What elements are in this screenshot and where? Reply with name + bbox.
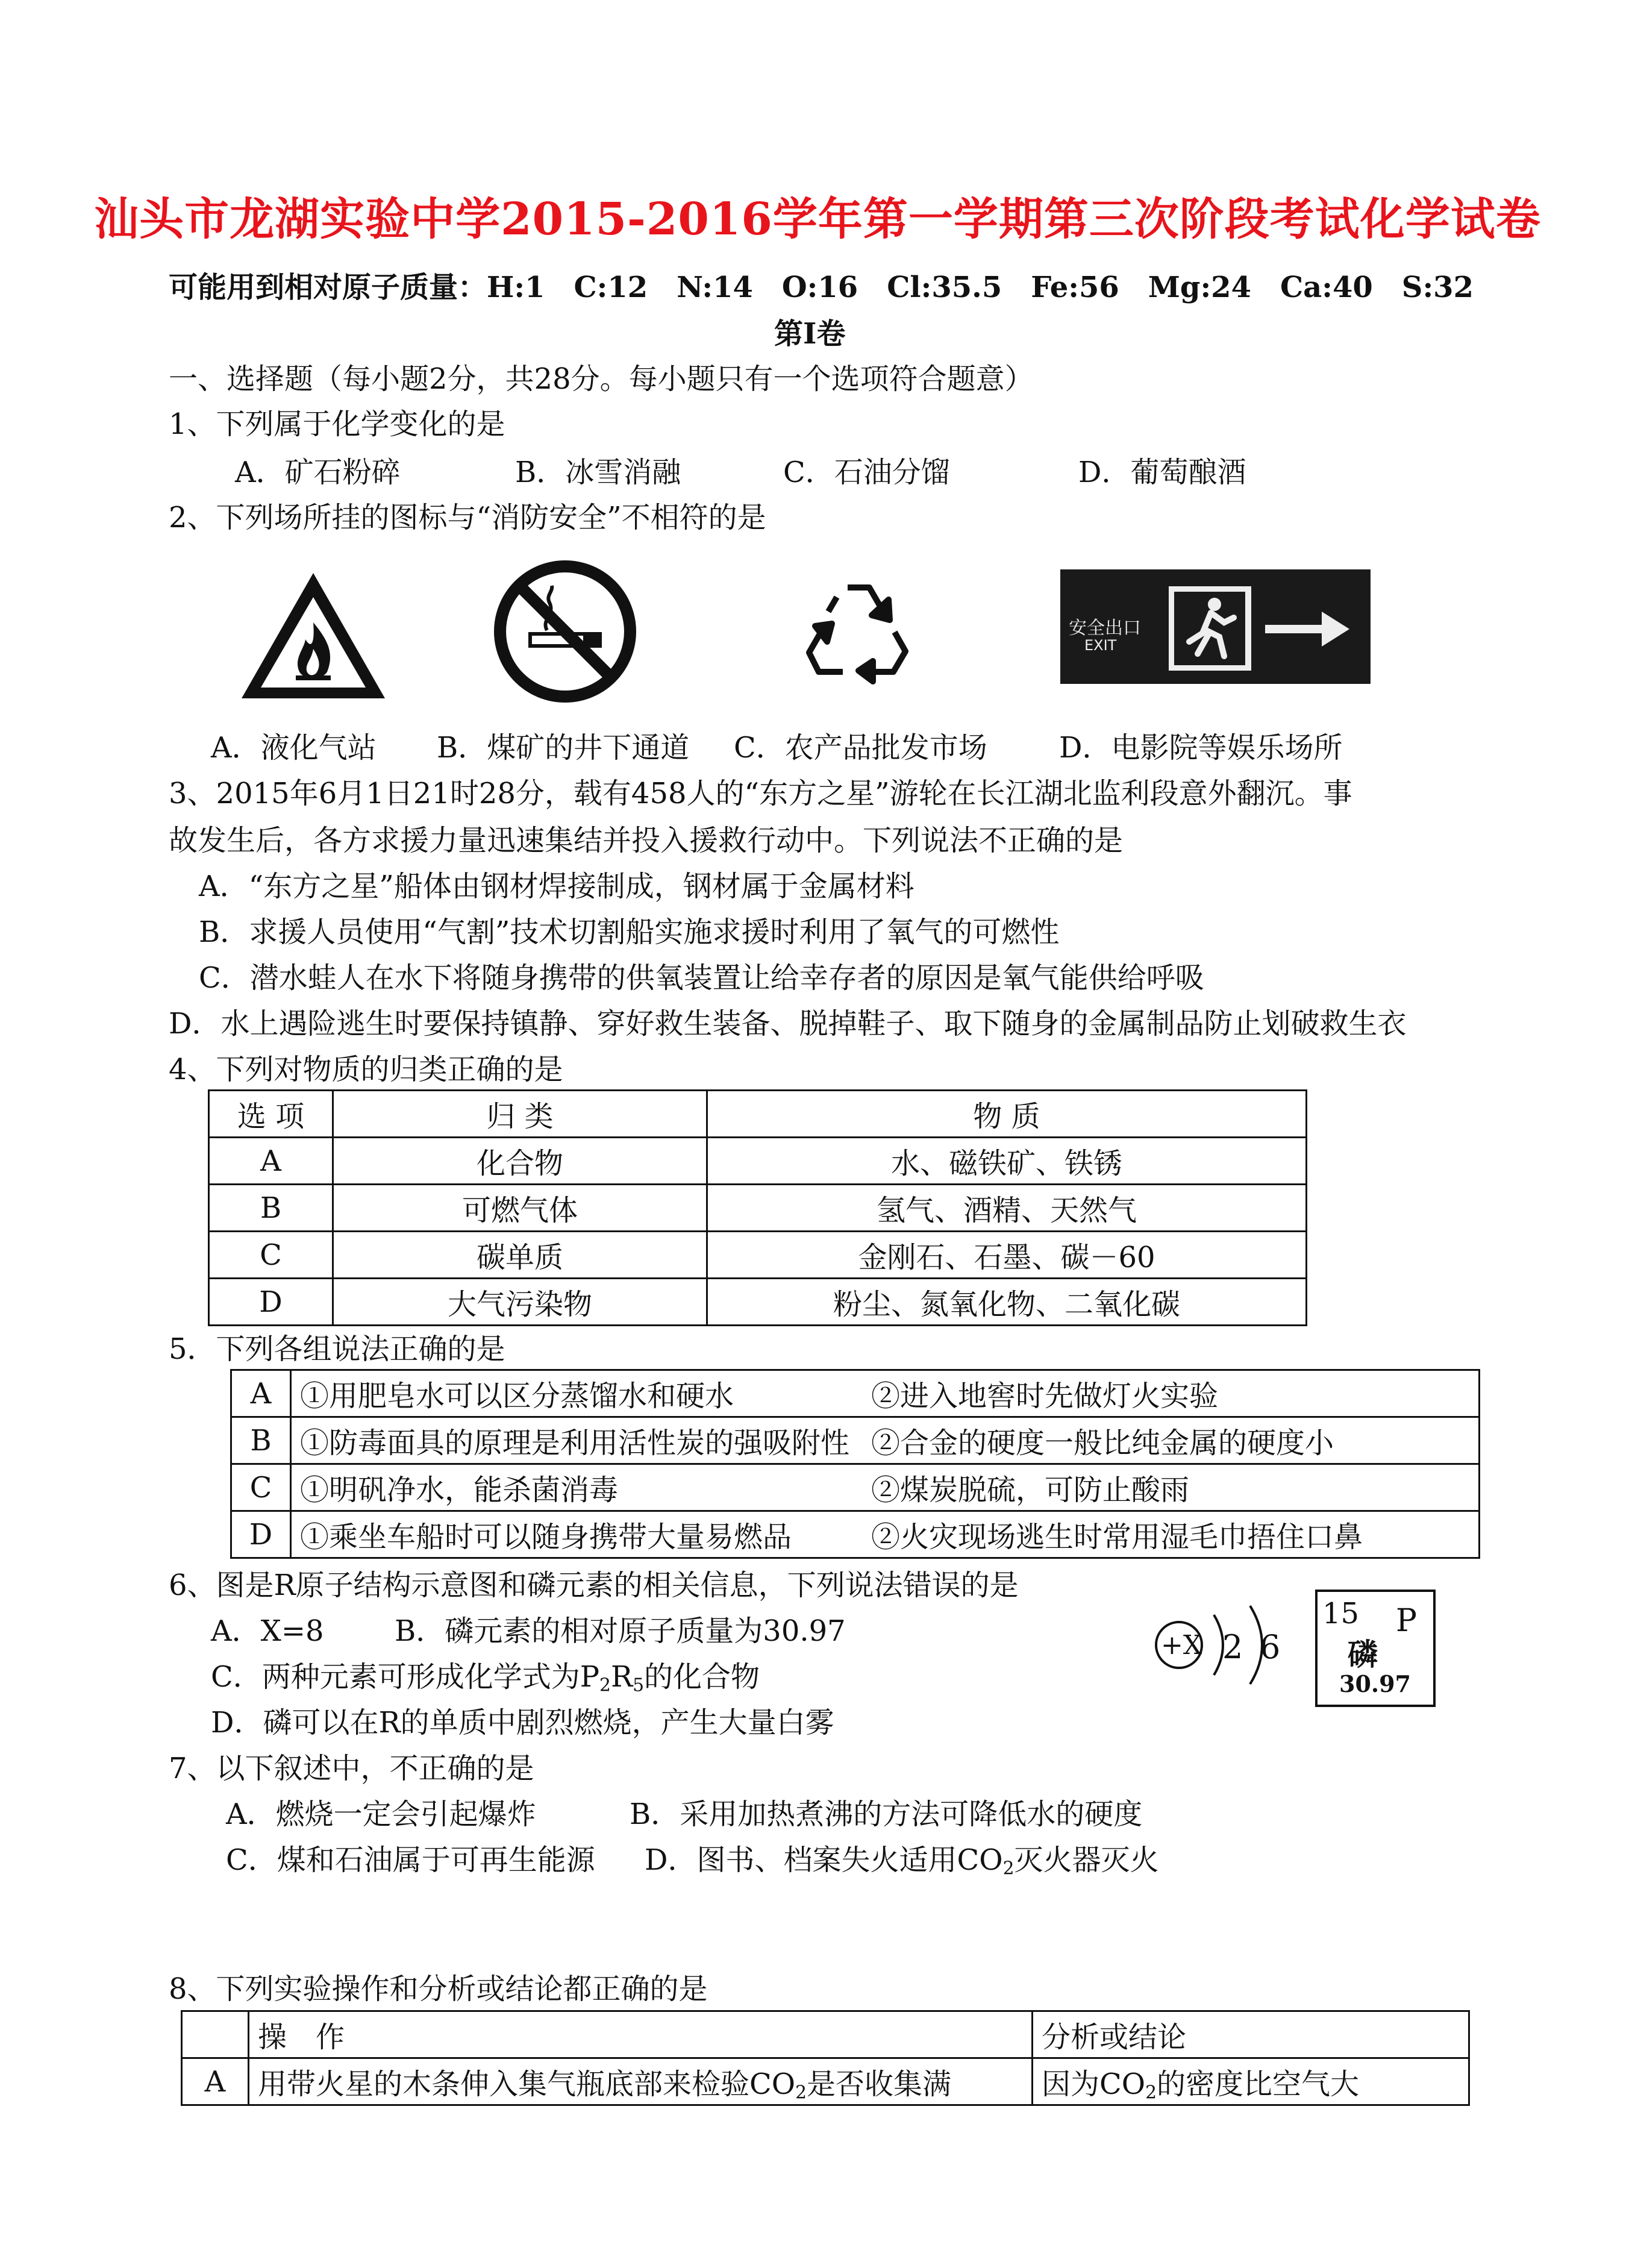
q8-op-sub: 2 [795, 2082, 807, 2104]
question-5-stem: 5．下列各组说法正确的是 [169, 1332, 505, 1366]
table-cell: A [231, 1370, 291, 1417]
q6-option-b: B．磷元素的相对原子质量为30.97 [395, 1614, 846, 1648]
q6-c-sub: 5 [633, 1674, 645, 1696]
q2-option-b: B．煤矿的井下通道 [437, 731, 690, 765]
table-header-row [182, 2011, 1469, 2058]
table-cell: ①乘坐车船时可以随身携带大量易燃品 [291, 1511, 863, 1558]
atom-nucleus: +X [1161, 1630, 1202, 1661]
table-header-cell: 分析或结论 [1033, 2011, 1469, 2058]
q7-option-a: A．燃烧一定会引起爆炸 [226, 1797, 536, 1831]
table-row [209, 1232, 1307, 1279]
recycle-icon [798, 569, 919, 690]
table-cell: A [182, 2058, 249, 2105]
q2-option-d: D．电影院等娱乐场所 [1059, 731, 1343, 765]
no-smoking-icon [493, 559, 637, 704]
q1-option-d: D．葡萄酿酒 [1078, 456, 1246, 489]
q2-option-a: A．液化气站 [211, 731, 377, 765]
phosphorus-element-box [1315, 1590, 1436, 1707]
table-cell: ①明矾净水，能杀菌消毒 [291, 1464, 863, 1511]
q2-option-c: C．农产品批发市场 [734, 731, 987, 765]
question-3-stem-line1: 3、2015年6月1日21时28分，载有458人的“东方之星”游轮在长江湖北监利段意外翻沉。事 [169, 777, 1352, 810]
table-row [209, 1279, 1307, 1326]
q8-op-text: 是否收集满 [807, 2067, 952, 2101]
flammable-warning-icon [238, 569, 389, 702]
table-cell: 水、磁铁矿、铁锈 [707, 1138, 1307, 1185]
question-8-stem: 8、下列实验操作和分析或结论都正确的是 [169, 1972, 708, 2006]
q6-option-d: D．磷可以在R的单质中剧烈燃烧，产生大量白雾 [211, 1706, 834, 1740]
q7-option-b: B．采用加热煮沸的方法可降低水的硬度 [630, 1797, 1143, 1831]
table-cell: D [231, 1511, 291, 1558]
element-number: 15 [1322, 1597, 1360, 1631]
q7-option-d [645, 1837, 1159, 1878]
table-header-cell: 物 质 [707, 1091, 1307, 1138]
table-cell: ②煤炭脱硫，可防止酸雨 [863, 1464, 1480, 1511]
table-cell [249, 2058, 1033, 2105]
table-cell: ②合金的硬度一般比纯金属的硬度小 [863, 1417, 1480, 1464]
table-header-cell: 选 项 [209, 1091, 333, 1138]
table-cell: 氢气、酒精、天然气 [707, 1185, 1307, 1232]
table-cell: 化合物 [333, 1138, 707, 1185]
exit-sign-cn: 安全出口 [1069, 618, 1141, 639]
table-cell: C [209, 1232, 333, 1279]
element-symbol: P [1396, 1603, 1417, 1639]
table-cell: 碳单质 [333, 1232, 707, 1279]
q6-option-c [211, 1653, 760, 1695]
q7-option-c: C．煤和石油属于可再生能源 [226, 1843, 595, 1877]
table-cell: 粉尘、氮氧化物、二氧化碳 [707, 1279, 1307, 1326]
q6-c-text: 的化合物 [644, 1660, 760, 1694]
table-row [231, 1370, 1480, 1417]
q1-option-c: C．石油分馏 [783, 456, 950, 489]
table-row [209, 1138, 1307, 1185]
q6-option-a: A．X=8 [211, 1614, 324, 1648]
element-name: 磷 [1348, 1637, 1378, 1672]
atom-structure-diagram [1148, 1597, 1298, 1693]
volume-heading: 第Ⅰ卷 [774, 317, 846, 351]
q6-c-text: C．两种元素可形成化学式为P [211, 1660, 600, 1694]
table-row [231, 1464, 1480, 1511]
table-cell: ②火灾现场逃生时常用湿毛巾捂住口鼻 [863, 1511, 1480, 1558]
table-cell: ①用肥皂水可以区分蒸馏水和硬水 [291, 1370, 863, 1417]
atom-shell-2: 6 [1260, 1628, 1281, 1666]
question-3-stem-line2: 故发生后，各方求援力量迅速集结并投入援救行动中。下列说法不正确的是 [169, 824, 1124, 857]
q8-res-text: 的密度比空气大 [1157, 2067, 1360, 2101]
atomic-masses: 可能用到相对原子质量：H:1 C:12 N:14 O:16 Cl:35.5 Fe:56 Mg:24 Ca:40 S:32 [169, 271, 1474, 304]
q3-option-d: D．水上遇险逃生时要保持镇静、穿好救生装备、脱掉鞋子、取下随身的金属制品防止划破救生衣 [169, 1007, 1407, 1041]
page-title: 汕头市龙湖实验中学2015-2016学年第一学期第三次阶段考试化学试卷 [94, 193, 1541, 245]
q6-c-sub: 2 [599, 1674, 611, 1696]
table-header-row [209, 1091, 1307, 1138]
table-row [231, 1417, 1480, 1464]
table-cell: ①防毒面具的原理是利用活性炭的强吸附性 [291, 1417, 863, 1464]
table-header-cell: 归 类 [333, 1091, 707, 1138]
table-header-cell [182, 2011, 249, 2058]
q8-res-text: 因为CO [1042, 2067, 1146, 2101]
q7-d-sub: 2 [1002, 1858, 1014, 1879]
table-cell: B [209, 1185, 333, 1232]
q1-option-a: A．矿石粉碎 [235, 456, 401, 489]
q4-table [208, 1089, 1307, 1326]
q1-option-b: B．冰雪消融 [515, 456, 681, 489]
q8-op-text: 用带火星的木条伸入集气瓶底部来检验CO [258, 2067, 796, 2101]
question-4-stem: 4、下列对物质的归类正确的是 [169, 1053, 563, 1086]
q3-option-b: B．求援人员使用“气割”技术切割船实施求援时利用了氧气的可燃性 [199, 915, 1060, 949]
exit-sign-icon [1060, 569, 1371, 684]
exit-sign-en: EXIT [1084, 637, 1117, 654]
q7-d-text: D．图书、档案失火适用CO [645, 1843, 1003, 1877]
element-mass: 30.97 [1339, 1670, 1411, 1697]
atom-shell-1: 2 [1222, 1628, 1243, 1666]
q6-c-text: R [610, 1660, 633, 1694]
table-cell: D [209, 1279, 333, 1326]
table-cell: ②进入地窖时先做灯火实验 [863, 1370, 1480, 1417]
table-cell: 大气污染物 [333, 1279, 707, 1326]
table-row [231, 1511, 1480, 1558]
section-heading: 一、选择题（每小题2分，共28分。每小题只有一个选项符合题意） [169, 362, 1034, 396]
q7-d-text: 灭火器灭火 [1014, 1843, 1159, 1877]
q8-table [181, 2010, 1470, 2106]
question-2-stem: 2、下列场所挂的图标与“消防安全”不相符的是 [169, 501, 766, 534]
question-7-stem: 7、以下叙述中，不正确的是 [169, 1752, 534, 1785]
question-6-stem: 6、图是R原子结构示意图和磷元素的相关信息，下列说法错误的是 [169, 1568, 1019, 1602]
question-1-stem: 1、下列属于化学变化的是 [169, 407, 505, 441]
table-cell: A [209, 1138, 333, 1185]
q5-table [230, 1369, 1480, 1559]
table-row [209, 1185, 1307, 1232]
q3-option-c: C．潜水蛙人在水下将随身携带的供氧装置让给幸存者的原因是氧气能供给呼吸 [199, 961, 1204, 995]
table-cell [1033, 2058, 1469, 2105]
table-cell: B [231, 1417, 291, 1464]
table-cell: 金刚石、石墨、碳－60 [707, 1232, 1307, 1279]
table-row [182, 2058, 1469, 2105]
table-header-cell: 操 作 [249, 2011, 1033, 2058]
q8-res-sub: 2 [1145, 2082, 1157, 2104]
table-cell: 可燃气体 [333, 1185, 707, 1232]
q3-option-a: A．“东方之星”船体由钢材焊接制成，钢材属于金属材料 [199, 869, 914, 903]
table-cell: C [231, 1464, 291, 1511]
